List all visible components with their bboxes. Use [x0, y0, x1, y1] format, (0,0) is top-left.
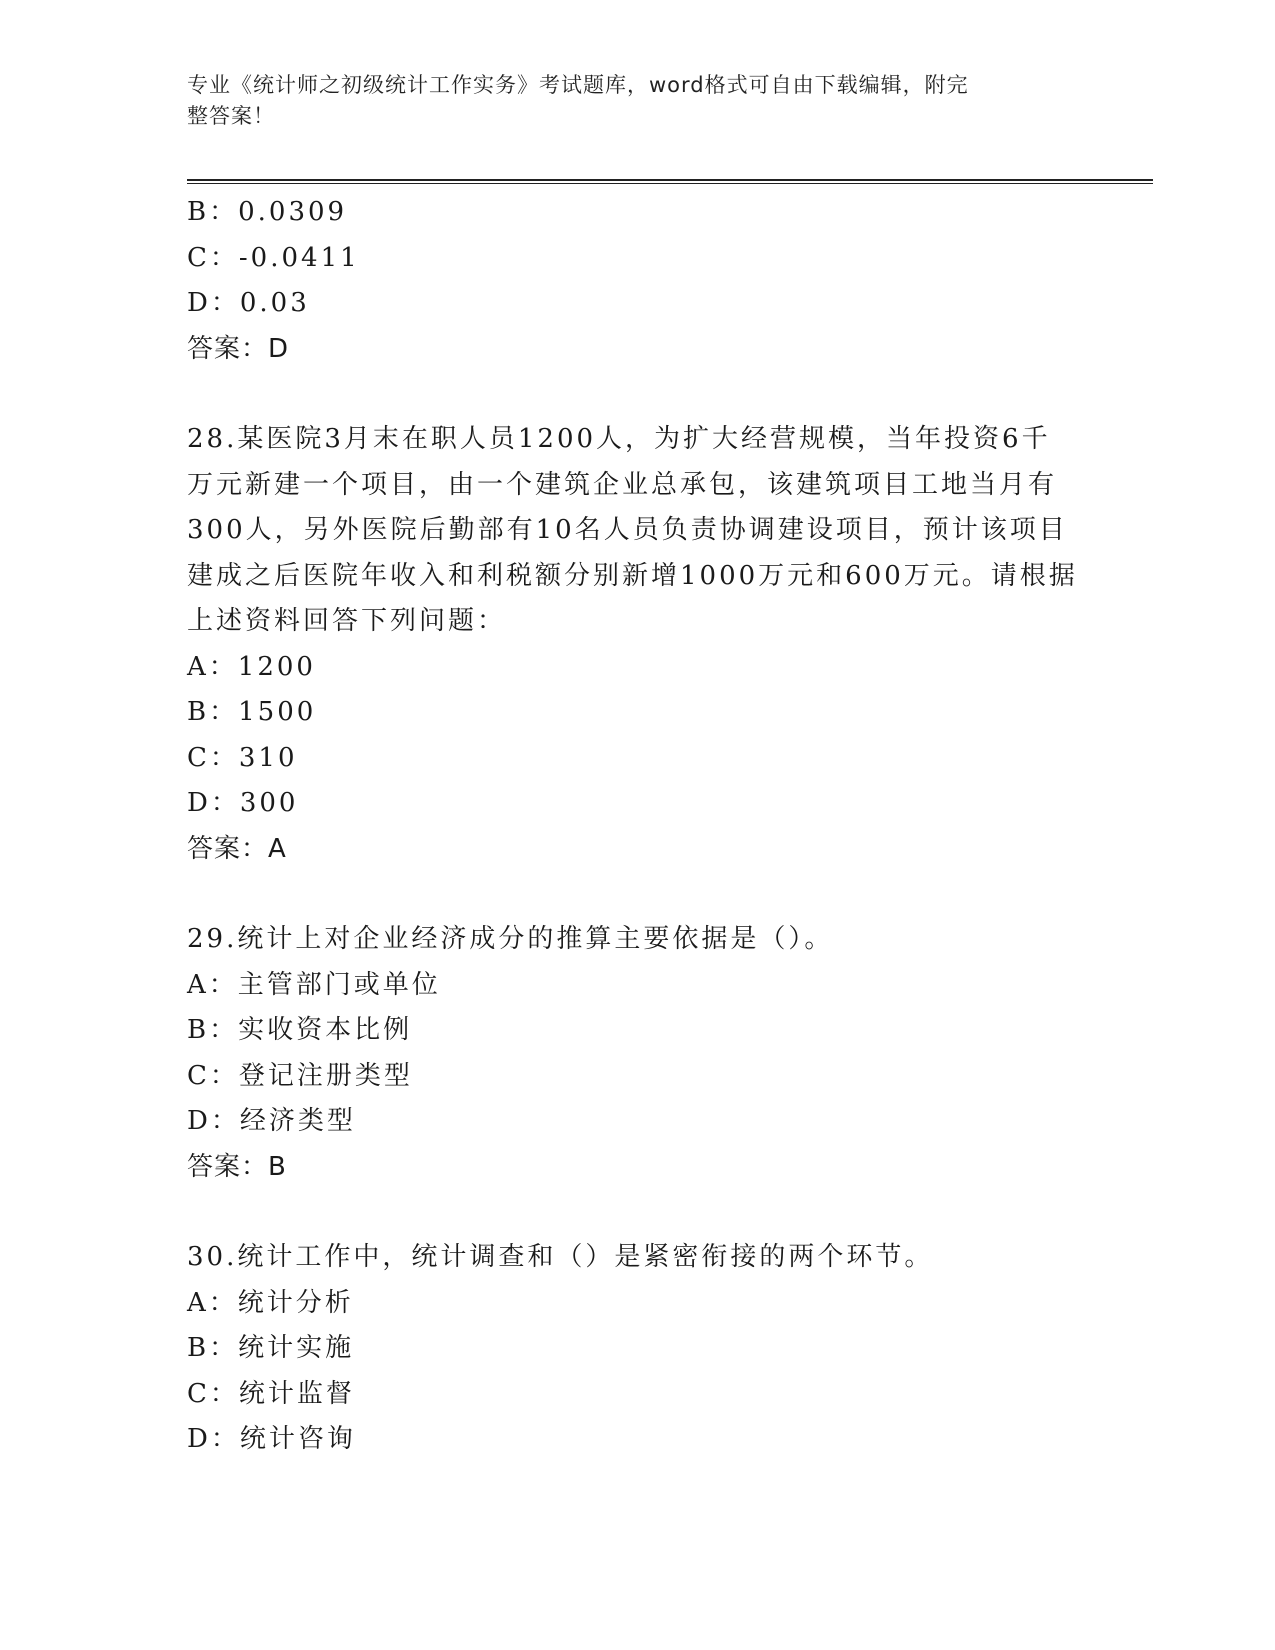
- question-28: [187, 417, 1087, 872]
- page-header: [187, 70, 1067, 132]
- header-line-2: 整答案！: [187, 104, 275, 128]
- question-stem-line: 28.某医院3月末在职人员1200人，为扩大经营规模，当年投资6千: [187, 424, 1051, 454]
- option-d: D：统计咨询: [187, 1424, 356, 1454]
- question-stem-line: 建成之后医院年收入和利税额分别新增1000万元和600万元。请根据: [187, 560, 1078, 591]
- question-stem: 29.统计上对企业经济成分的推算主要依据是（）。: [187, 924, 834, 954]
- header-rule-thin: [187, 183, 1153, 184]
- spacer: [187, 372, 1087, 417]
- option-b: B：统计实施: [187, 1333, 355, 1363]
- option-a: A：统计分析: [187, 1287, 354, 1318]
- option-d: D：经济类型: [187, 1106, 356, 1136]
- question-29: [187, 917, 1087, 1190]
- question-30: [187, 1235, 1087, 1463]
- option-b: B：1500: [187, 697, 317, 727]
- option-c: C：-0.0411: [187, 242, 360, 273]
- question-content: [187, 190, 1087, 1463]
- header-line-1: 专业《统计师之初级统计工作实务》考试题库，word格式可自由下载编辑，附完: [187, 73, 969, 97]
- option-c: C：统计监督: [187, 1378, 355, 1409]
- option-a: A：主管部门或单位: [187, 969, 441, 1000]
- option-d: D：300: [187, 788, 299, 818]
- spacer: [187, 872, 1087, 917]
- question-stem: 30.统计工作中，统计调查和（）是紧密衔接的两个环节。: [187, 1242, 934, 1272]
- answer: 答案：A: [187, 833, 287, 864]
- option-b: B：实收资本比例: [187, 1015, 413, 1045]
- option-d: D：0.03: [187, 288, 310, 318]
- option-c: C：310: [187, 742, 298, 773]
- question-stem-line: 300人，另外医院后勤部有10名人员负责协调建设项目，预计该项目: [187, 515, 1068, 545]
- question-27-tail: [187, 190, 1087, 372]
- question-stem-line: 上述资料回答下列问题：: [187, 606, 507, 636]
- question-stem-line: 万元新建一个项目，由一个建筑企业总承包，该建筑项目工地当月有: [187, 469, 1058, 500]
- option-b: B：0.0309: [187, 197, 348, 227]
- header-rule-thick: [187, 179, 1153, 181]
- answer: 答案：B: [187, 1151, 287, 1182]
- spacer: [187, 1190, 1087, 1235]
- option-c: C：登记注册类型: [187, 1060, 413, 1091]
- option-a: A：1200: [187, 651, 316, 682]
- answer: 答案：D: [187, 333, 290, 364]
